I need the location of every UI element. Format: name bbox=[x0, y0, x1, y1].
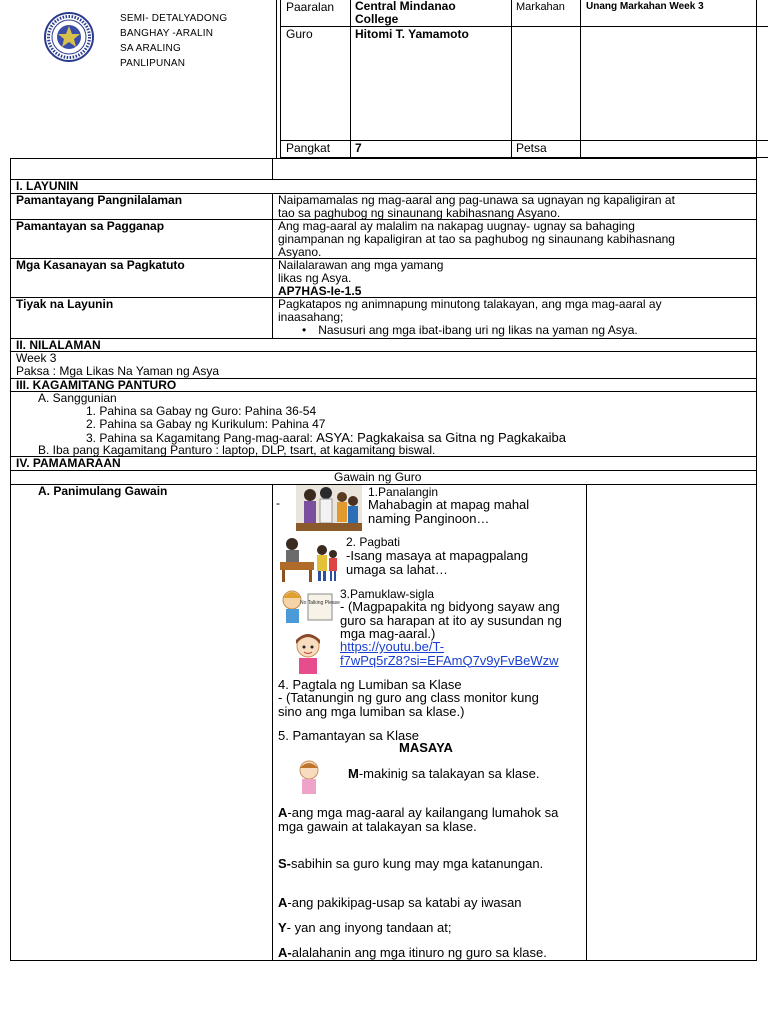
nilalaman-paksa: Paksa : Mga Likas Na Yaman ng Asya bbox=[16, 364, 219, 378]
panimulang-gawain-label: A. Panimulang Gawain bbox=[38, 484, 168, 498]
kagamitan-heading: III. KAGAMITANG PANTURO bbox=[16, 378, 177, 392]
kasanayan-label: Mga Kasanayan sa Pagkatuto bbox=[16, 258, 185, 272]
sanggunian-item-1: 1. Pahina sa Gabay ng Guro: Pahina 36-54 bbox=[86, 404, 317, 418]
tiyak-na-layunin-text: Pagkatapos ng animnapung minutong talakayan, ang mga mag-aaral ay inaasahang; • Nasusuri ang mga ibat-ibang uri ng likas na yaman ng Asya. bbox=[278, 297, 662, 337]
iba-pang-kagamitan: B. Iba pang Kagamitang Panturo : laptop, DLP, tsart, at kagamitang biswal. bbox=[38, 443, 436, 457]
masaya-rule-m: M-makinig sa talakayan sa klase. bbox=[348, 766, 540, 781]
markahan-value: Unang Markahan Week 3 bbox=[586, 1, 704, 12]
guro-value: Hitomi T. Yamamoto bbox=[355, 27, 469, 41]
paaralan-label: Paaralan bbox=[286, 0, 335, 14]
youtube-video-link[interactable]: https://youtu.be/T- f7wPq5rZ8?si=EFAmQ7v9yFvBeWzw bbox=[340, 639, 559, 668]
tiyak-na-layunin-label: Tiyak na Layunin bbox=[16, 297, 114, 311]
masaya-rule-y: Y- yan ang inyong tandaan at; bbox=[278, 920, 452, 935]
bullet-item: • Nasusuri ang mga ibat-ibang uri ng likas na yaman ng Asya. bbox=[302, 323, 638, 337]
gawain-ng-guro-header: Gawain ng Guro bbox=[334, 470, 422, 484]
markahan-label: Markahan bbox=[516, 1, 565, 13]
paaralan-value: Central Mindanao College bbox=[355, 0, 456, 26]
masaya-rule-a3: A-alalahanin ang mga itinuro ng guro sa klase. bbox=[278, 945, 547, 960]
deped-seal-icon bbox=[44, 12, 94, 62]
pagtala-text: - (Tatanungin ng guro ang class monitor kung sino ang mga lumiban sa klase.) bbox=[278, 690, 539, 719]
masaya-heading: MASAYA bbox=[399, 740, 453, 755]
pamuklaw-text: - (Magpapakita ng bidyong sayaw ang guro sa harapan at ito ay susundan ng mga mag-aaral.) bbox=[340, 599, 562, 641]
nilalaman-week: Week 3 bbox=[16, 351, 57, 365]
petsa-label: Petsa bbox=[516, 141, 547, 155]
masaya-rule-a1: A-ang mga mag-aaral ay kailangang lumahok sa mga gawain at talakayan sa klase. bbox=[278, 805, 559, 834]
pagbati-text: -Isang masaya at mapagpalang umaga sa lahat… bbox=[346, 548, 529, 577]
sanggunian-item-3: 3. Pahina sa Kagamitang Pang-mag-aaral: ASYA: Pagkakaisa sa Gitna ng Pagkakaiba bbox=[86, 430, 566, 445]
pagbati-title: 2. Pagbati bbox=[346, 535, 401, 549]
guro-label: Guro bbox=[286, 27, 313, 41]
sanggunian-label: A. Sanggunian bbox=[38, 391, 117, 405]
girl-thinking-image bbox=[294, 758, 324, 798]
pamantayang-pangnilalaman-label: Pamantayang Pangnilalaman bbox=[16, 193, 183, 207]
pangkat-value: 7 bbox=[355, 141, 362, 155]
panalangin-title: 1.Panalangin bbox=[368, 485, 439, 499]
no-talking-sign-text: No Talking Please bbox=[300, 600, 340, 606]
pamamaraan-heading: IV. PAMAMARAAN bbox=[16, 456, 121, 470]
pamantayang-pangnilalaman-text: Naipamamalas ng mag-aaral ang pag-unawa sa ugnayan ng kapaligiran at tao sa paghubog ng sinaunang kabihasnang Asyano. bbox=[278, 193, 675, 220]
competency-code: AP7HAS-Ie-1.5 bbox=[278, 284, 362, 298]
pamantayan-pagganap-text: Ang mag-aaral ay malalim na nakapag uugnay- ugnay sa bahaging ginampanan ng kapaligiran at tao sa paghubog ng sinaunang kabihasnang Asyano. bbox=[278, 219, 675, 259]
masaya-rule-a2: A-ang pakikipag-usap sa katabi ay iwasan bbox=[278, 895, 522, 910]
pamantayan-title: 5. Pamantayan sa Klase bbox=[278, 728, 419, 743]
pagtala-title: 4. Pagtala ng Lumiban sa Klase bbox=[278, 677, 462, 692]
pamantayan-pagganap-label: Pamantayan sa Pagganap bbox=[16, 219, 165, 233]
no-talking-cartoon-image bbox=[278, 588, 340, 628]
layunin-heading: I. LAYUNIN bbox=[16, 179, 79, 193]
pamuklaw-title: 3.Pamuklaw-sigla bbox=[340, 587, 435, 601]
pangkat-label: Pangkat bbox=[286, 141, 331, 155]
girl-cartoon-image bbox=[288, 630, 328, 678]
kasanayan-text: Nailalarawan ang mga yamang likas ng Asya. AP7HAS-Ie-1.5 bbox=[278, 258, 444, 298]
nilalaman-heading: II. NILALAMAN bbox=[16, 338, 101, 352]
dash: - bbox=[276, 496, 280, 510]
praying-family-image bbox=[296, 485, 362, 531]
lesson-plan-title: SEMI- DETALYADONG BANGHAY -ARALIN SA ARALING PANLIPUNAN bbox=[120, 13, 228, 69]
masaya-rule-s: S-sabihin sa guro kung may mga katanungan. bbox=[278, 856, 544, 871]
sanggunian-item-2: 2. Pahina sa Gabay ng Kurikulum: Pahina 47 bbox=[86, 417, 326, 431]
teacher-greeting-image bbox=[278, 536, 340, 584]
panalangin-text: Mahabagin at mapag mahal naming Panginoon… bbox=[368, 497, 530, 526]
